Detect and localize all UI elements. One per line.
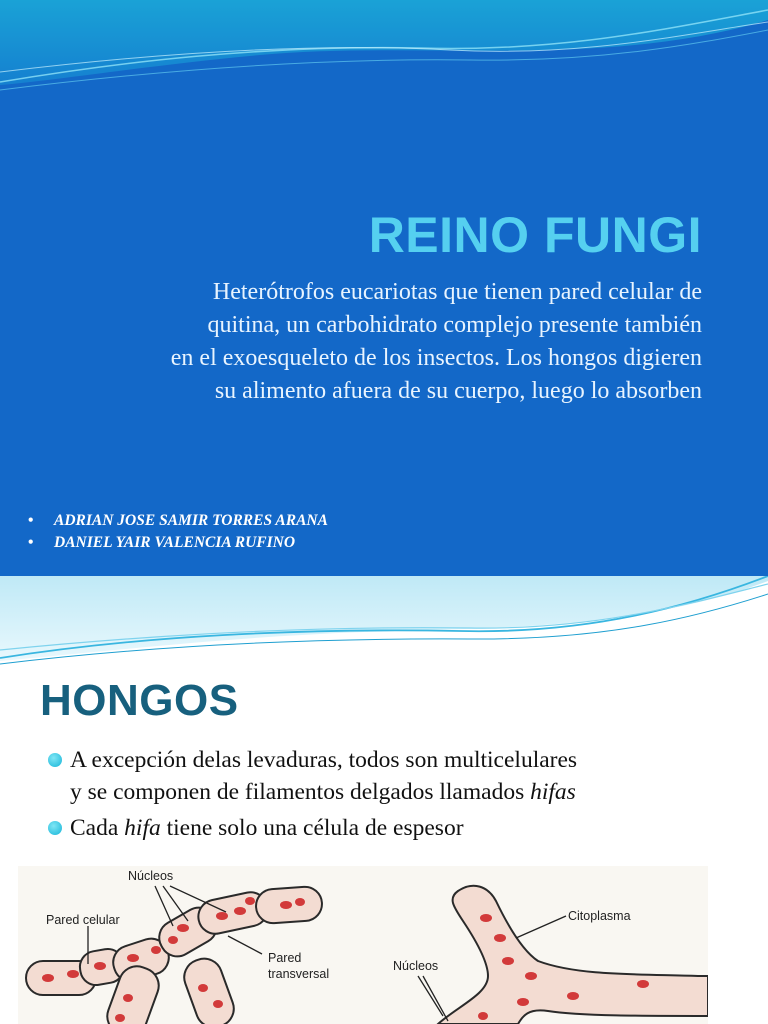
subtitle-line: en el exoesqueleto de los insectos. Los hongos digieren bbox=[170, 345, 702, 371]
author-name: DANIEL YAIR VALENCIA RUFINO bbox=[54, 534, 296, 551]
bullet-text: Cada bbox=[70, 815, 125, 841]
italic-term: hifa bbox=[124, 815, 161, 841]
hyphae-figure bbox=[18, 866, 708, 1024]
italic-term: hifas bbox=[530, 779, 576, 805]
label-pared-celular: Pared celular bbox=[46, 913, 120, 927]
slide-title: REINO FUNGI bbox=[368, 207, 702, 263]
bullet-dot-icon bbox=[48, 753, 62, 767]
slide-hongos bbox=[0, 576, 768, 1024]
bullet-dot-icon bbox=[48, 821, 62, 835]
bullet-icon: • bbox=[28, 512, 34, 529]
label-nucleos-top: Núcleos bbox=[128, 869, 174, 883]
bullet-icon: • bbox=[28, 534, 34, 551]
label-pared-transversal-1: Pared bbox=[268, 951, 302, 965]
wave-decoration bbox=[0, 0, 768, 110]
subtitle-line: su alimento afuera de su cuerpo, luego lo absorben bbox=[214, 378, 702, 404]
wave-decoration bbox=[0, 576, 768, 666]
bullet-text: tiene solo una célula de espesor bbox=[160, 815, 464, 841]
label-nucleos-bottom: Núcleos bbox=[393, 959, 439, 973]
bullet-item bbox=[48, 812, 748, 844]
authors-list bbox=[28, 510, 328, 554]
bullet-list bbox=[48, 744, 748, 848]
label-citoplasma: Citoplasma bbox=[568, 909, 631, 923]
slide-subtitle bbox=[12, 276, 702, 408]
bullet-item bbox=[48, 744, 748, 808]
author-name: ADRIAN JOSE SAMIR TORRES ARANA bbox=[54, 512, 328, 529]
bullet-text: y se componen de filamentos delgados llamados bbox=[70, 779, 531, 805]
hypha-y-shape bbox=[438, 886, 708, 1024]
author-item bbox=[28, 510, 328, 532]
author-item bbox=[28, 532, 328, 554]
bullet-text: A excepción delas levaduras, todos son multicelulares bbox=[70, 747, 578, 773]
subtitle-line: quitina, un carbohidrato complejo presente también bbox=[207, 312, 702, 338]
label-pared-transversal-2: transversal bbox=[268, 967, 330, 981]
hypha-right bbox=[438, 886, 708, 1024]
slide-title: HONGOS bbox=[40, 676, 239, 725]
hypha-branch bbox=[179, 954, 239, 1024]
subtitle-line: Heterótrofos eucariotas que tienen pared celular de bbox=[212, 279, 702, 305]
